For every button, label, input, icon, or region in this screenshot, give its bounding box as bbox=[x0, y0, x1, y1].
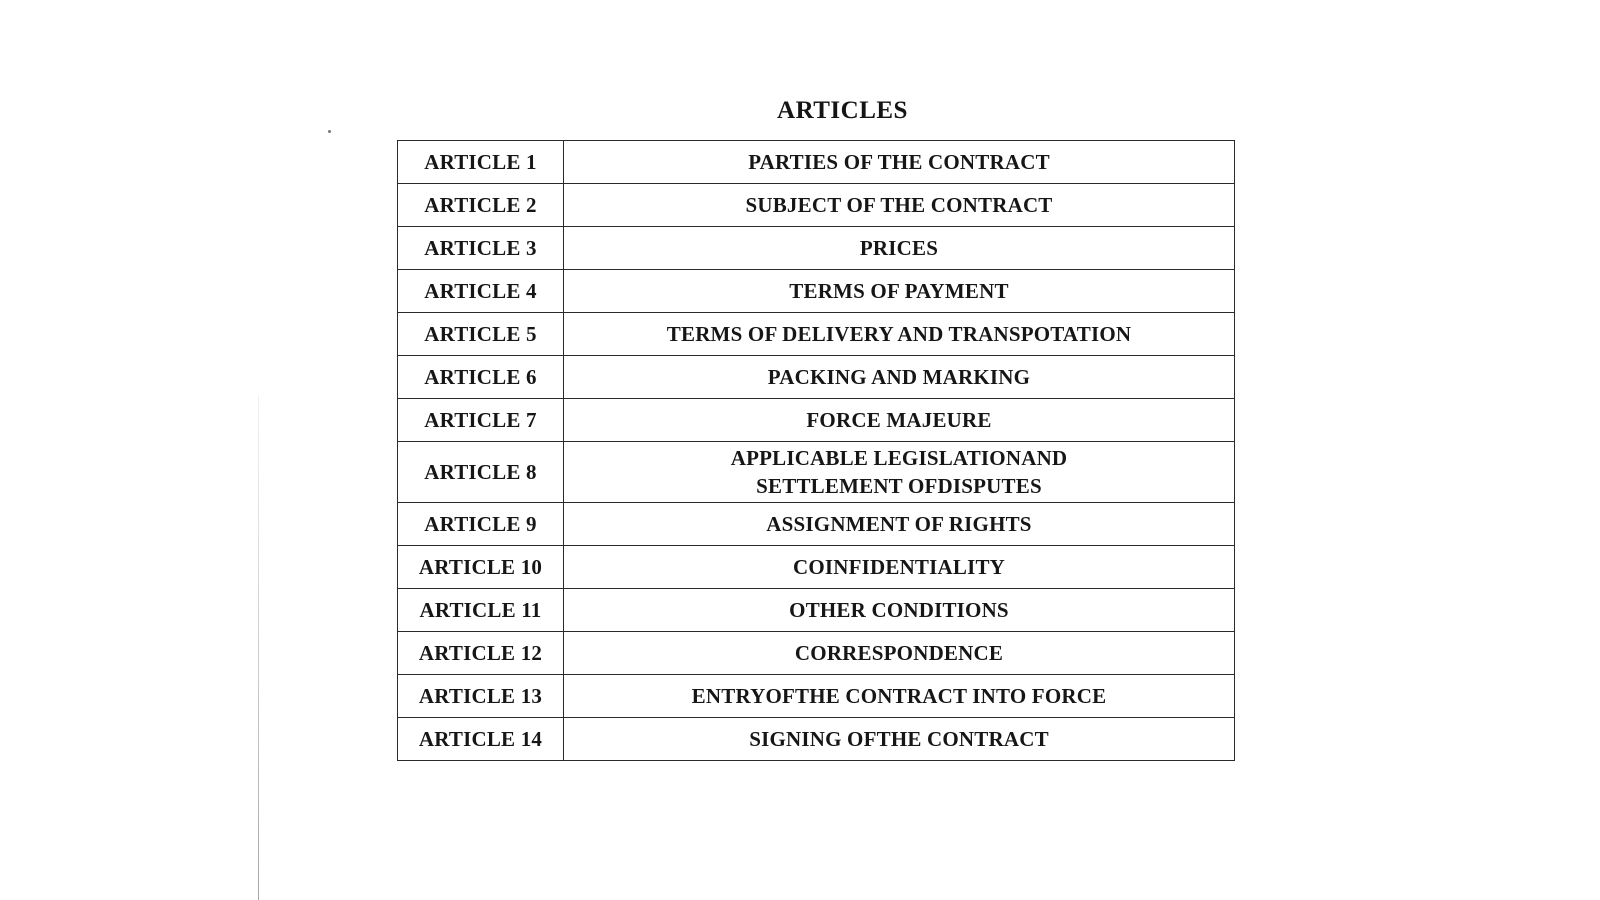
article-title: TERMS OF DELIVERY AND TRANSPOTATION bbox=[564, 313, 1235, 356]
article-title: PARTIES OF THE CONTRACT bbox=[564, 141, 1235, 184]
table-row bbox=[398, 313, 1235, 356]
article-number: ARTICLE 1 bbox=[398, 141, 564, 184]
article-title: SIGNING OFTHE CONTRACT bbox=[564, 718, 1235, 761]
article-number: ARTICLE 5 bbox=[398, 313, 564, 356]
article-title: ENTRYOFTHE CONTRACT INTO FORCE bbox=[564, 675, 1235, 718]
article-title: PRICES bbox=[564, 227, 1235, 270]
article-title-line: SETTLEMENT OFDISPUTES bbox=[756, 474, 1042, 498]
article-number: ARTICLE 13 bbox=[398, 675, 564, 718]
table-row bbox=[398, 356, 1235, 399]
article-number: ARTICLE 3 bbox=[398, 227, 564, 270]
article-number: ARTICLE 14 bbox=[398, 718, 564, 761]
article-title: SUBJECT OF THE CONTRACT bbox=[564, 184, 1235, 227]
article-title: TERMS OF PAYMENT bbox=[564, 270, 1235, 313]
article-title bbox=[564, 442, 1235, 503]
table-row bbox=[398, 632, 1235, 675]
article-title: PACKING AND MARKING bbox=[564, 356, 1235, 399]
scan-edge-line bbox=[258, 395, 259, 900]
table-row bbox=[398, 270, 1235, 313]
article-number: ARTICLE 11 bbox=[398, 589, 564, 632]
article-title: OTHER CONDITIONS bbox=[564, 589, 1235, 632]
article-number: ARTICLE 12 bbox=[398, 632, 564, 675]
article-number: ARTICLE 9 bbox=[398, 503, 564, 546]
article-number: ARTICLE 2 bbox=[398, 184, 564, 227]
table-row bbox=[398, 503, 1235, 546]
article-number: ARTICLE 8 bbox=[398, 442, 564, 503]
articles-table bbox=[397, 140, 1235, 761]
table-row bbox=[398, 442, 1235, 503]
table-row bbox=[398, 675, 1235, 718]
table-row bbox=[398, 227, 1235, 270]
table-row bbox=[398, 399, 1235, 442]
article-title: CORRESPONDENCE bbox=[564, 632, 1235, 675]
page-title: ARTICLES bbox=[777, 97, 908, 124]
table-row bbox=[398, 589, 1235, 632]
scan-speck bbox=[328, 130, 331, 133]
article-number: ARTICLE 6 bbox=[398, 356, 564, 399]
article-title-line: APPLICABLE LEGISLATIONAND bbox=[730, 446, 1068, 470]
article-number: ARTICLE 4 bbox=[398, 270, 564, 313]
table-row bbox=[398, 718, 1235, 761]
article-title: ASSIGNMENT OF RIGHTS bbox=[564, 503, 1235, 546]
table-row bbox=[398, 546, 1235, 589]
table-row bbox=[398, 141, 1235, 184]
table-row bbox=[398, 184, 1235, 227]
article-title: COINFIDENTIALITY bbox=[564, 546, 1235, 589]
article-number: ARTICLE 7 bbox=[398, 399, 564, 442]
article-title: FORCE MAJEURE bbox=[564, 399, 1235, 442]
article-number: ARTICLE 10 bbox=[398, 546, 564, 589]
